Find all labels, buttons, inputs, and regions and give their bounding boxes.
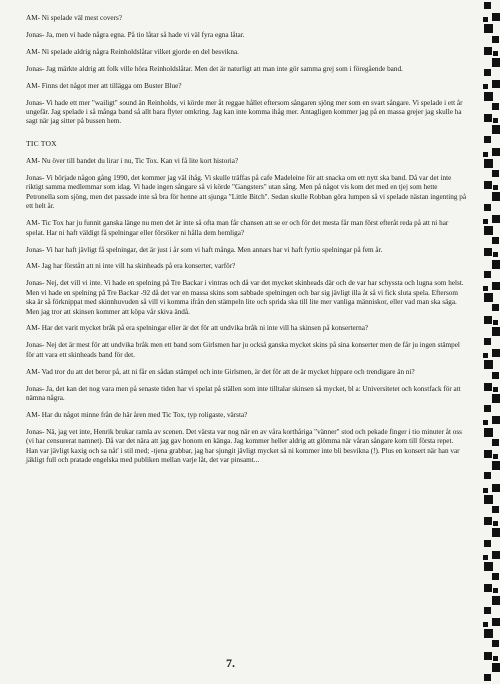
paragraph: Jonas- Nej, det vill vi inte. Vi hade en spelning på Tre Backar i vintras och då var det mycket skinheads där och de var har schyssta och lugna som helst. Men vi hade en spelning på Tre Backar -92 då det var en massa skins som sabbade spelningen och bar sig jävligt illa åt så vi fick sluta spela. Eftersom ska är så förknippat med skinnhuvuden så vill vi komma ifrån den stämpeln lite och sprida ska till lite mer vanliga människor, eller vad man ska säga. Men jag tror att skinsen kommer att köpa vår skiva ändå. xyxy=(26,279,464,316)
section-heading: TIC TOX xyxy=(26,138,57,148)
border-square xyxy=(484,472,491,479)
border-square xyxy=(492,170,499,177)
border-square xyxy=(484,562,493,571)
border-square xyxy=(492,192,500,201)
border-square xyxy=(492,596,500,605)
page-number: 7. xyxy=(226,656,235,670)
paragraph: Jonas- Vi har haft jävligt få spelningar, det är just i år som vi haft många. Men annars har vi haft fyrtio spelningar på fem år. xyxy=(26,245,383,254)
border-square xyxy=(492,461,500,470)
border-square xyxy=(484,428,493,437)
paragraph: AM- Finns det något mer att tillägga om Buster Blue? xyxy=(26,81,182,90)
paragraph: Jonas- Vi hade ett mer "wailigt" sound än Reinholds, vi körde mer åt reggae hållet eftersom sångaren sjöng mer som en svart sångare. Vi spelade i ett år ungefär. Jag spelade i så många band så allt bara flyter omkring. Jag kan inte komma ihåg mer. Antagligen kommer jag på en massa grejer jag skulle ha sagt när jag sitter på bussen hem. xyxy=(26,98,463,126)
border-square xyxy=(484,383,492,391)
border-square xyxy=(492,215,500,223)
border-square xyxy=(484,495,493,504)
border-square xyxy=(484,2,491,9)
border-square xyxy=(484,159,493,168)
border-square xyxy=(484,204,491,211)
border-square xyxy=(493,252,498,257)
border-square xyxy=(483,17,488,22)
border-square xyxy=(492,237,499,244)
border-square xyxy=(492,416,500,424)
border-square xyxy=(492,528,500,537)
border-square xyxy=(483,152,488,157)
border-square xyxy=(484,405,491,412)
border-square xyxy=(483,353,488,358)
border-square xyxy=(493,320,498,325)
border-square xyxy=(492,125,500,134)
border-square xyxy=(492,260,500,269)
border-square xyxy=(483,622,488,627)
border-square xyxy=(493,588,498,593)
border-square xyxy=(484,47,492,55)
border-square xyxy=(484,674,491,681)
border-square xyxy=(492,80,500,88)
paragraph: AM- Har du något minne från de här åren med Tic Tox, typ roligaste, värsta? xyxy=(26,410,248,419)
border-square xyxy=(492,663,500,672)
border-square xyxy=(492,148,500,156)
border-square xyxy=(484,114,492,122)
interview-text xyxy=(26,14,466,473)
paragraph: Jonas- Nej det är mest för att undvika bråk men ett band som Girlsmen har ju också ganska mycket skins på sina konserter men de får ju ingen stämpel för att vara ett skinheads band för det. xyxy=(26,341,460,359)
checkered-edge-border xyxy=(472,0,500,684)
border-square xyxy=(484,360,493,369)
border-square xyxy=(483,219,488,224)
border-square xyxy=(492,394,500,403)
border-square xyxy=(484,338,491,345)
border-square xyxy=(484,136,491,143)
border-square xyxy=(492,282,500,290)
border-square xyxy=(484,271,491,278)
border-square xyxy=(492,506,499,513)
border-square xyxy=(493,521,498,526)
border-square xyxy=(484,607,491,614)
border-square xyxy=(493,118,498,123)
border-square xyxy=(492,640,499,647)
border-square xyxy=(484,69,491,76)
paragraph: AM- Har det varit mycket bråk på era spelningar eller är det för att undvika bråk ni inte vill ha skinsen på konserterna? xyxy=(26,324,369,333)
paragraph: AM- Tic Tox har ju funnit ganska länge nu men det är inte så ofta man får chansen att se er och för det mesta får man först efteråt reda på att ni har spelat. Har ni haft väldigt få spelningar eller försöker ni hålla dem hemliga? xyxy=(26,219,449,237)
border-square xyxy=(484,24,493,33)
border-square xyxy=(484,316,492,324)
border-square xyxy=(492,13,500,21)
border-square xyxy=(484,584,492,592)
border-square xyxy=(493,51,498,56)
border-square xyxy=(484,226,493,235)
border-square xyxy=(492,372,499,379)
paragraph: AM- Ni spelade väl mest covers? xyxy=(26,14,123,22)
border-square xyxy=(492,36,499,43)
paragraph: AM- Vad tror du att det beror på, att ni får en sådan stämpel och inte Girlsmen, är det för att de är mycket hippare och trendigare än ni? xyxy=(26,367,415,376)
border-square xyxy=(484,540,491,547)
border-square xyxy=(492,484,500,492)
border-square xyxy=(484,181,492,189)
border-square xyxy=(484,517,492,525)
border-square xyxy=(483,84,488,89)
border-square xyxy=(493,656,498,661)
paragraph: Jonas- Ja, men vi hade några egna. På tio låtar så hade vi väl fyra egna låtar. xyxy=(26,30,245,39)
paragraph: Jonas- Jag märkte aldrig att folk ville höra Reinholdslåtar. Men det är naturligt att man inte gör samma grej som i föregående band. xyxy=(26,64,403,73)
border-square xyxy=(493,454,498,459)
border-square xyxy=(493,185,498,190)
paragraph: AM- Ni spelade aldrig några Reinholdslåtar vilket gjorde en del besvikna. xyxy=(26,47,239,56)
paragraph: Jonas- Ja, det kan det nog vara men på senaste tiden har vi spelat på ställen som inte tilltalar skinsen så mycket, bl a: Universitetet och konstfack för att nämna några. xyxy=(26,384,461,402)
border-square xyxy=(483,488,488,493)
border-square xyxy=(492,349,500,357)
paragraph: Jonas- Nä, jag vet inte, Henrik brukar ramla av scenen. Det värsta var nog när en av våra korthåriga "vänner" stod och pekade finger i tio minuter åt oss (vi har censurerat namnet). Då var det nära att jag gav honom en känga. Jag kommer heller aldrig att glömma när våran sångare kom till första repet. Han var jävligt kaxig och sa nåt' i stil med; -tjena grabbar, jag har sjungit jävligt mycket så ni kommer inte bli besvikna (!). Plus en konsert när han var jäkligt full och pratade engelska med publiken mellan varje låt, det var pinsamt... xyxy=(26,427,462,464)
border-square xyxy=(484,248,492,256)
border-square xyxy=(492,327,500,336)
border-square xyxy=(484,293,493,302)
border-square xyxy=(484,652,492,660)
border-square xyxy=(483,286,488,291)
paragraph: AM- Nu över till bandet du lirar i nu, Tic Tox. Kan vi få lite kort historia? xyxy=(26,157,239,166)
border-square xyxy=(492,103,499,110)
border-square xyxy=(484,629,493,638)
border-square xyxy=(483,420,488,425)
border-square xyxy=(492,58,500,67)
paragraph: AM- Jag har förstått att ni inte vill ha skinheads på era konserter, varför? xyxy=(26,262,236,271)
border-square xyxy=(484,450,492,458)
border-square xyxy=(492,439,499,446)
border-square xyxy=(492,573,499,580)
border-square xyxy=(492,551,500,559)
border-square xyxy=(493,387,498,392)
border-square xyxy=(492,304,499,311)
border-square xyxy=(492,618,500,626)
paragraph: Jonas- Vi började någon gång 1990, det kommer jag väl ihåg. Vi skulle träffas på cafe Madeleine för att snacka om ett nytt ska band. Då var det inte riktigt samma medlemmar som idag. Vi hade ingen sångare så vi körde "Gangsters" utan sång. Men på något vis kom det med en tjej som hette Petronella som sjöng, men det passade inte så bra för henne att sjunga "Little Bitch". Sedan skulle Robban göra lumpen så vi spelade nästan ingenting på ett helt år. xyxy=(26,174,467,211)
border-square xyxy=(483,555,488,560)
border-square xyxy=(484,92,493,101)
